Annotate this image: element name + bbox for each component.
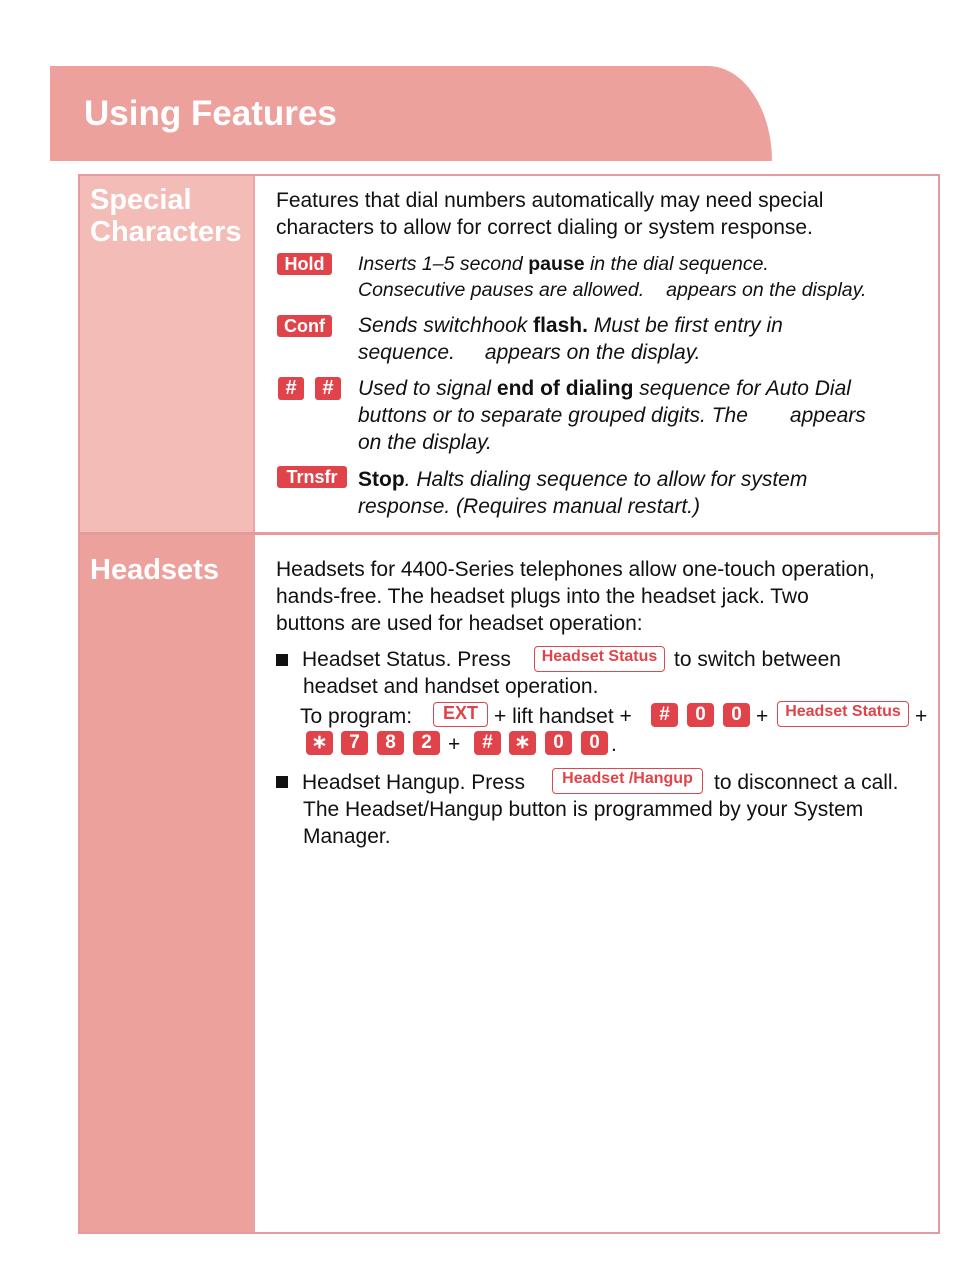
pound-text-line3: on the display.	[358, 431, 492, 454]
trnsfr-description	[358, 466, 807, 520]
headsets-intro	[276, 556, 875, 637]
column-divider	[253, 176, 255, 1232]
conf-description	[358, 312, 783, 366]
program-lift: + lift handset +	[494, 705, 632, 728]
key-star: ∗	[509, 731, 536, 755]
hold-key: Hold	[277, 253, 332, 275]
plus-sign: +	[756, 705, 769, 728]
hold-text-line2b: appears on the display.	[666, 279, 867, 301]
headsets-intro-line2: hands-free. The headset plugs into the headset jack. Two	[276, 585, 809, 608]
bullet-icon	[276, 654, 288, 666]
pound-text-post: sequence for Auto Dial	[633, 377, 851, 400]
special-title-line2: Characters	[90, 216, 242, 248]
key-pound: #	[651, 703, 678, 727]
headsets-sidebar	[80, 535, 253, 1232]
headsets-intro-line3: buttons are used for headset operation:	[276, 612, 643, 635]
key-0: 0	[545, 731, 572, 755]
headsets-intro-line1: Headsets for 4400-Series telephones allow one-touch operation,	[276, 558, 875, 581]
status-pre: Headset Status. Press	[302, 648, 511, 671]
section-banner	[50, 66, 772, 161]
key-pound: #	[474, 731, 501, 755]
trnsfr-text-post: . Halts dialing sequence to allow for system	[404, 468, 808, 491]
pound-text-line2b: appears	[789, 404, 866, 427]
conf-text-line2b: appears on the display.	[484, 341, 701, 364]
pound-key-1: #	[278, 377, 304, 400]
key-2: 2	[413, 731, 440, 755]
pound-text-bold: end of dialing	[496, 377, 634, 400]
headset-status-button-2: Headset Status	[777, 701, 909, 727]
headset-status-button: Headset Status	[534, 646, 665, 672]
key-0: 0	[723, 703, 750, 727]
special-characters-title	[90, 184, 242, 248]
conf-text-pre: Sends switchhook	[358, 314, 534, 337]
conf-text-post: Must be first entry in	[587, 314, 783, 337]
hangup-pre: Headset Hangup. Press	[302, 771, 525, 794]
hangup-line2: The Headset/Hangup button is programmed by your System	[303, 798, 864, 821]
conf-text-line2a: sequence.	[358, 341, 455, 364]
special-intro-line2: characters to allow for correct dialing or system response.	[276, 216, 813, 239]
key-7: 7	[341, 731, 368, 755]
pound-key-2: #	[315, 377, 341, 400]
hold-description	[358, 251, 866, 303]
conf-text-bold: flash.	[533, 314, 588, 337]
conf-key: Conf	[277, 315, 332, 337]
pound-text-pre: Used to signal	[358, 377, 497, 400]
ext-button: EXT	[433, 702, 488, 727]
plus-sign: +	[915, 705, 928, 728]
status-post: to switch between	[674, 648, 841, 671]
status-line2: headset and handset operation.	[303, 675, 599, 698]
key-0: 0	[687, 703, 714, 727]
hold-text-line2a: Consecutive pauses are allowed.	[358, 279, 645, 301]
hold-text-pre: Inserts 1–5 second	[358, 253, 529, 275]
hangup-line3: Manager.	[303, 825, 391, 848]
trnsfr-text-line2: response. (Requires manual restart.)	[358, 495, 700, 518]
hold-text-bold: pause	[528, 253, 585, 275]
page-title: Using Features	[84, 94, 337, 133]
plus-sign: +	[448, 733, 461, 756]
period: .	[611, 733, 617, 756]
hangup-post: to disconnect a call.	[714, 771, 899, 794]
bullet-icon	[276, 776, 288, 788]
special-intro-line1: Features that dial numbers automatically may need special	[276, 189, 824, 212]
key-star: ∗	[306, 731, 333, 755]
hold-text-post: in the dial sequence.	[584, 253, 769, 275]
key-0: 0	[581, 731, 608, 755]
section-divider	[80, 532, 940, 535]
special-title-line1: Special	[90, 184, 192, 216]
headset-hangup-button: Headset /Hangup	[552, 768, 703, 794]
program-label: To program:	[300, 705, 413, 728]
trnsfr-text-bold: Stop	[358, 468, 405, 491]
pound-description	[358, 375, 866, 456]
key-8: 8	[377, 731, 404, 755]
special-intro	[276, 187, 823, 241]
pound-text-line2a: buttons or to separate grouped digits. The	[358, 404, 748, 427]
trnsfr-key: Trnsfr	[277, 466, 347, 488]
headsets-title: Headsets	[90, 554, 219, 586]
